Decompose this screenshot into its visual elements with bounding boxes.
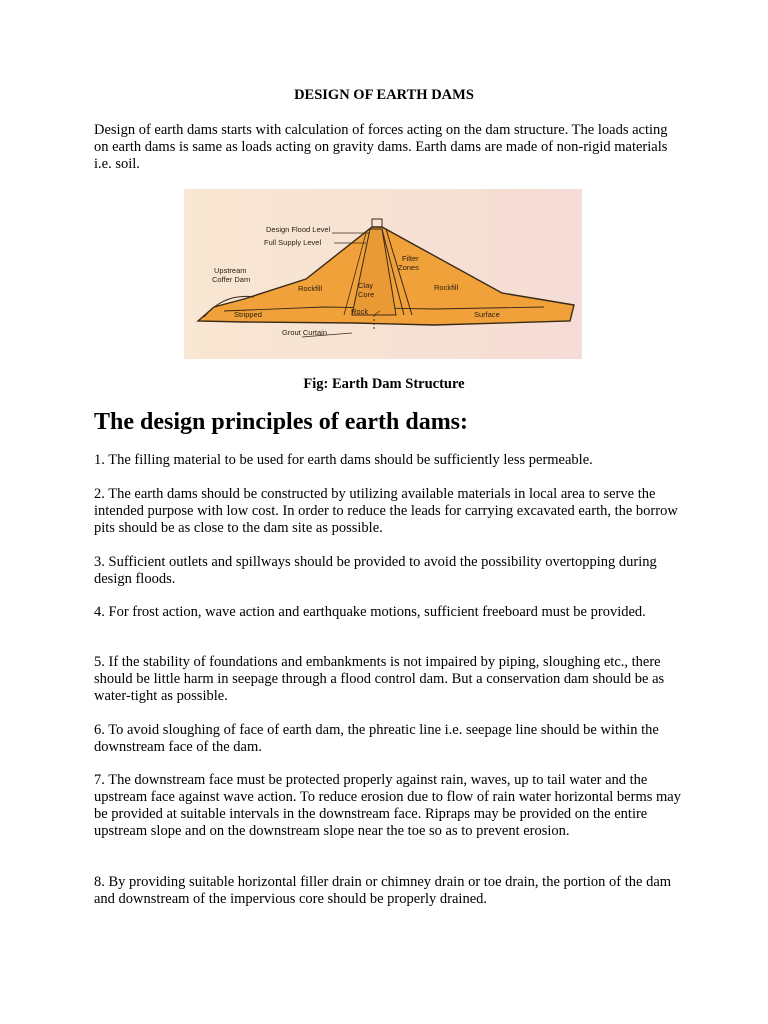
intro-paragraph: Design of earth dams starts with calculation of forces acting on the dam structure. The loads acting on earth dams is same as loads acting on gravity dams. Earth dams are made of non-rigid materials i.e. soil. [94, 122, 668, 172]
principle-7: 7. The downstream face must be protected properly against rain, waves, up to tail water and the upstream face against wave action. To reduce erosion due to flow of rain water horizontal berms may be provided at suitable intervals in the downstream face. Ripraps may be provided on the entire upstream slope and on the downstream slope near the toe so as to prevent erosion. [94, 772, 681, 839]
label-design-flood-level: Design Flood Level [266, 225, 331, 234]
label-stripped: Stripped [234, 310, 262, 319]
label-clay-core-1: Clay [358, 281, 374, 290]
earth-dam-diagram [184, 189, 582, 359]
principle-8: 8. By providing suitable horizontal filler drain or chimney drain or toe drain, the portion of the dam and downstream of the impervious core should be properly drained. [94, 874, 672, 907]
principle-1: 1. The filling material to be used for earth dams should be sufficiently less permeable. [94, 452, 593, 468]
principle-3: 3. Sufficient outlets and spillways should be provided to avoid the possibility overtopping during design floods. [94, 554, 657, 587]
principle-6: 6. To avoid sloughing of face of earth dam, the phreatic line i.e. seepage line should be within the downstream face of the dam. [94, 722, 659, 755]
principle-2: 2. The earth dams should be constructed by utilizing available materials in local area to serve the intended purpose with low cost. In order to reduce the leads for carrying excavated earth, the borrow pits should be as close to the dam site as possible. [94, 486, 678, 536]
earth-dam-figure [184, 189, 582, 359]
label-surface: Surface [474, 310, 500, 319]
figure-caption: Fig: Earth Dam Structure [303, 376, 465, 392]
label-filter-zones-1: Filter [402, 254, 419, 263]
label-rock: Rock [351, 307, 369, 316]
label-full-supply-level: Full Supply Level [264, 238, 322, 247]
label-rockfill-left: Rockfill [298, 284, 323, 293]
label-upstream-coffer-dam-1: Upstream [214, 266, 247, 275]
label-upstream-coffer-dam-2: Coffer Dam [212, 275, 251, 284]
principle-4: 4. For frost action, wave action and earthquake motions, sufficient freeboard must be provided. [94, 604, 646, 620]
label-grout-curtain: Grout Curtain [282, 328, 328, 337]
section-heading: The design principles of earth dams: [94, 409, 469, 435]
document-title: DESIGN OF EARTH DAMS [294, 87, 474, 103]
principle-5: 5. If the stability of foundations and embankments is not impaired by piping, sloughing etc., there should be little harm in seepage through a flood control dam. But a conservation dam should be as water-tight as possible. [94, 654, 665, 704]
label-clay-core-2: Core [358, 290, 375, 299]
label-rockfill-right: Rockfill [434, 283, 459, 292]
label-filter-zones-2: Zones [398, 263, 419, 272]
